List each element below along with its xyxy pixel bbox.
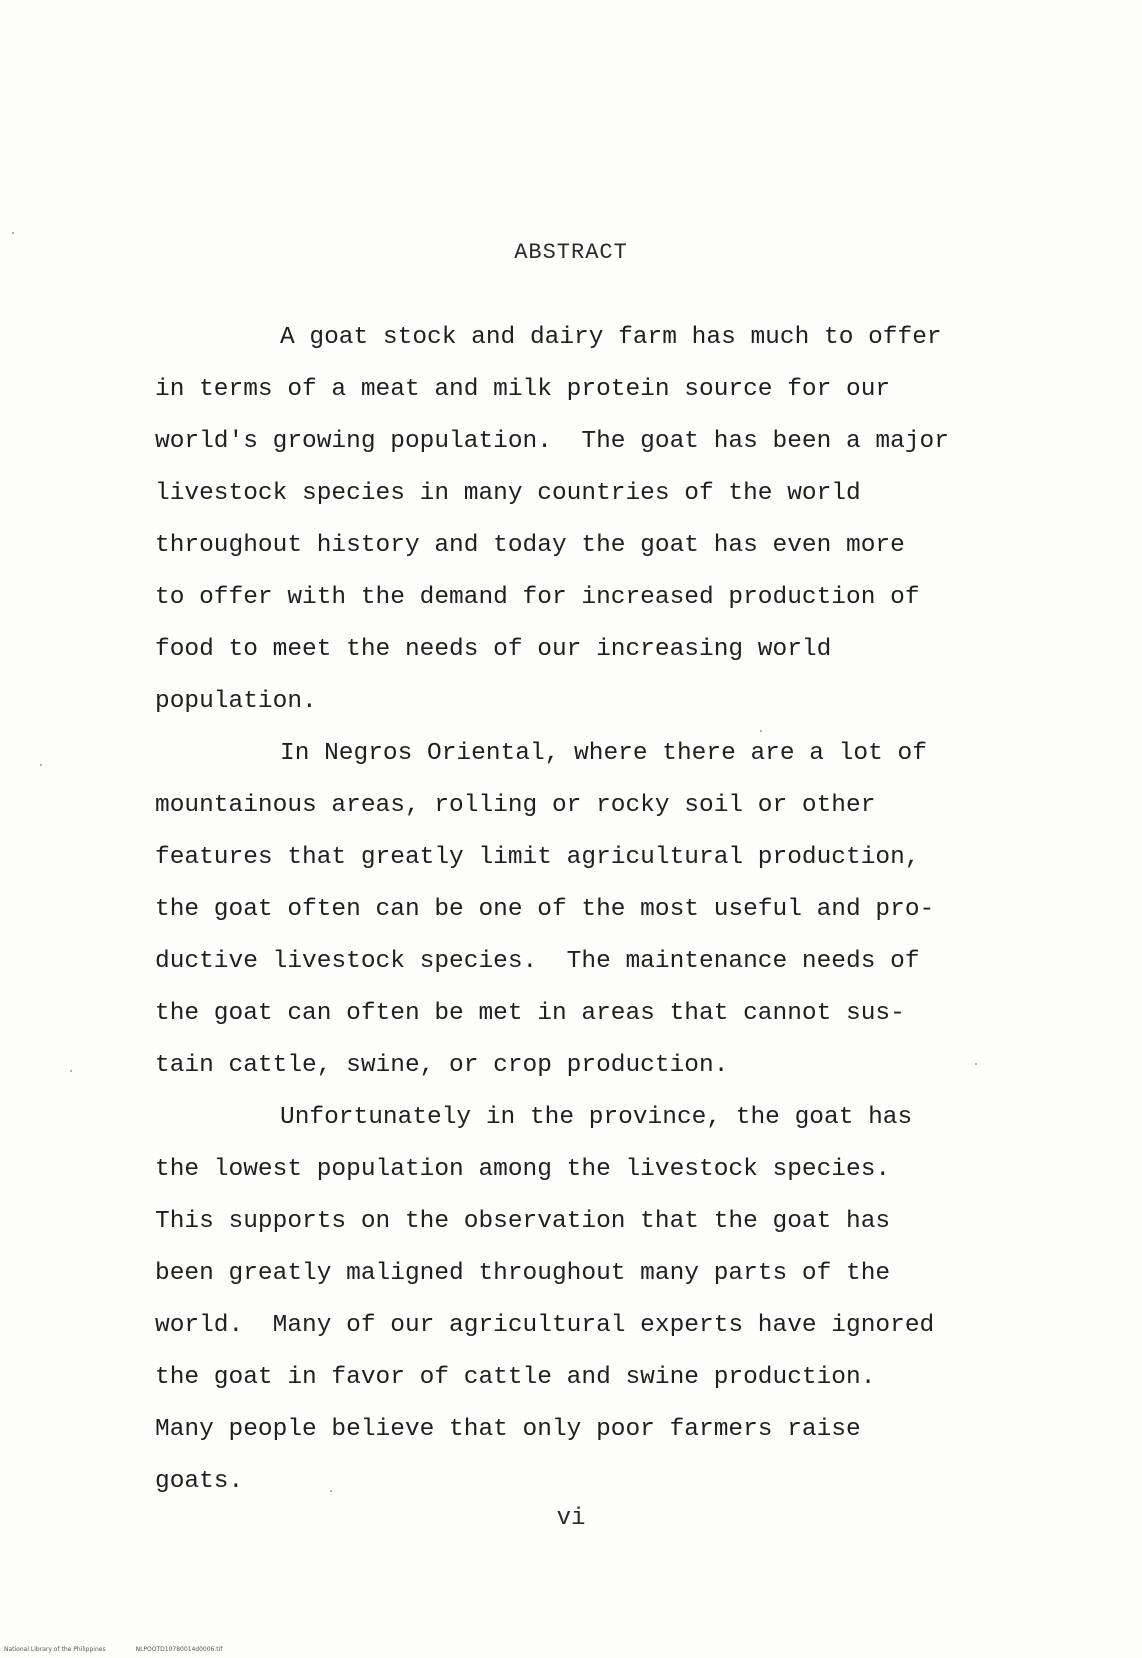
scan-speck <box>975 1063 977 1065</box>
text-line: throughout history and today the goat has even more <box>155 532 905 559</box>
text-line: goats. <box>155 1468 244 1495</box>
text-line: to offer with the demand for increased production of <box>155 584 920 611</box>
text-line: in terms of a meat and milk protein source for our <box>155 376 891 403</box>
footer-filename: NLPOOTD10780014d0006.tif <box>135 1646 223 1653</box>
text-line: ductive livestock species. The maintenance needs of <box>155 948 920 975</box>
text-line: the goat often can be one of the most useful and pro- <box>155 896 935 923</box>
text-line: Unfortunately in the province, the goat has <box>280 1104 913 1131</box>
scan-speck <box>40 764 42 766</box>
text-line: the lowest population among the livestock species. <box>155 1156 891 1183</box>
text-line: world. Many of our agricultural experts have ignored <box>155 1312 935 1339</box>
text-line: livestock species in many countries of the world <box>155 480 861 507</box>
scan-speck <box>70 1070 72 1072</box>
text-line: population. <box>155 688 317 715</box>
scan-speck <box>760 730 762 732</box>
text-line: tain cattle, swine, or crop production. <box>155 1052 729 1079</box>
text-line: This supports on the observation that the goat has <box>155 1208 891 1235</box>
scan-speck <box>330 1490 332 1492</box>
footer-library: National Library of the Philippines <box>4 1646 106 1653</box>
page-number: vi <box>556 1505 586 1532</box>
text-line: Many people believe that only poor farmers raise <box>155 1416 861 1443</box>
abstract-body <box>155 312 1015 1508</box>
text-line: In Negros Oriental, where there are a lot of <box>280 740 927 767</box>
scan-speck <box>12 232 14 234</box>
text-line: food to meet the needs of our increasing world <box>155 636 832 663</box>
scan-footer <box>4 1646 252 1653</box>
text-line: mountainous areas, rolling or rocky soil or other <box>155 792 876 819</box>
text-line: been greatly maligned throughout many parts of the <box>155 1260 891 1287</box>
text-line: the goat can often be met in areas that cannot sus- <box>155 1000 905 1027</box>
text-line: A goat stock and dairy farm has much to offer <box>280 324 942 351</box>
text-line: world's growing population. The goat has been a major <box>155 428 949 455</box>
abstract-title: ABSTRACT <box>514 240 628 265</box>
text-line: features that greatly limit agricultural production, <box>155 844 920 871</box>
text-line: the goat in favor of cattle and swine production. <box>155 1364 876 1391</box>
